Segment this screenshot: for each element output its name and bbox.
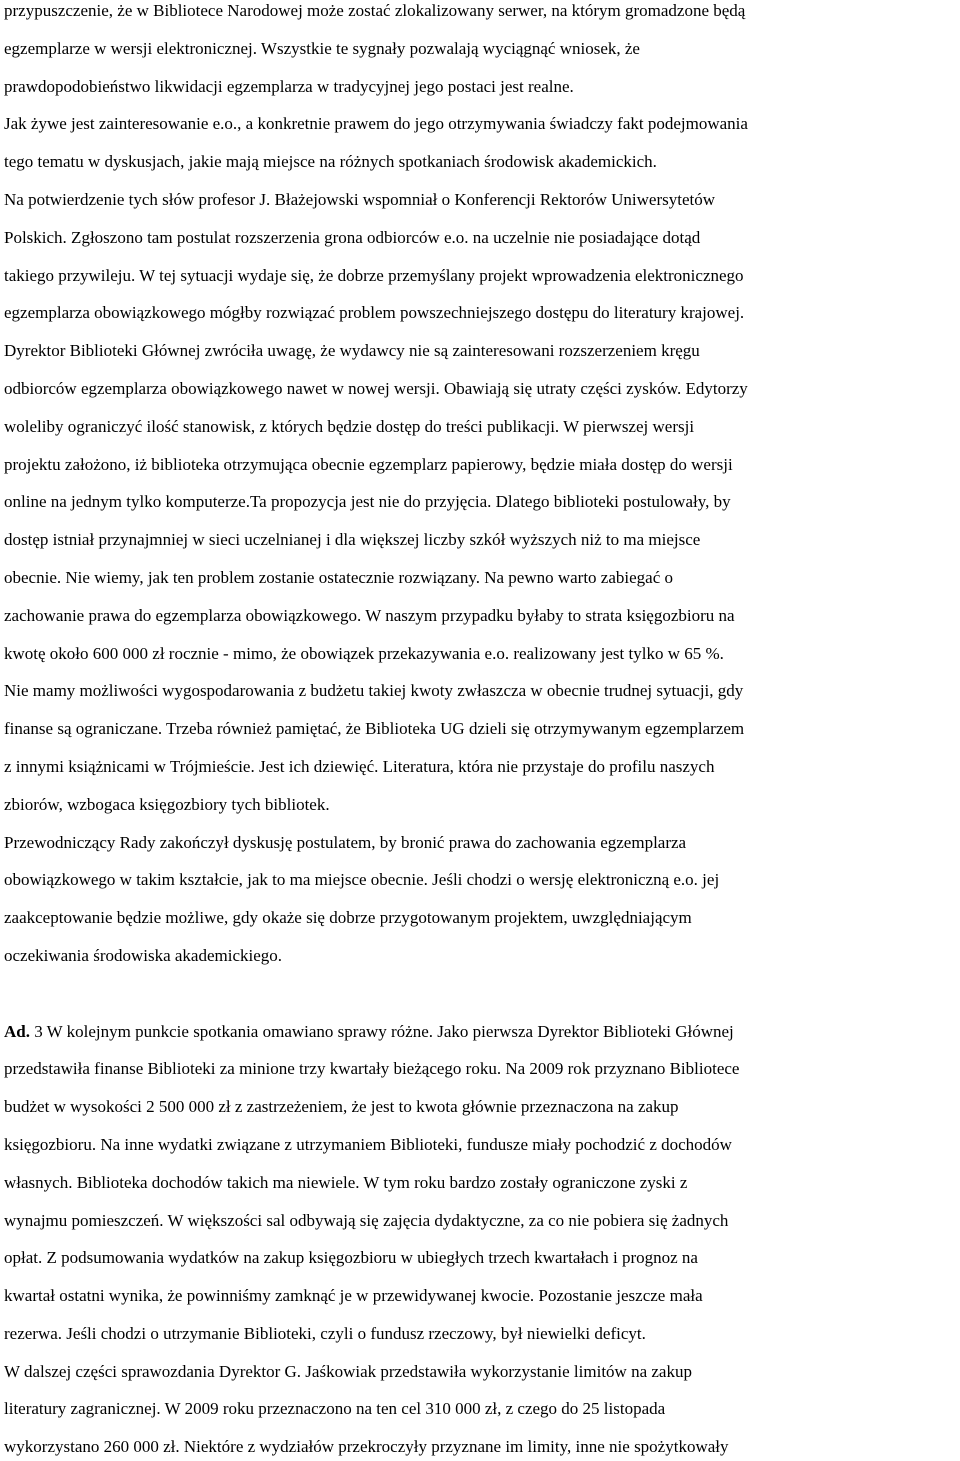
text-line: kwartał ostatni wynika, że powinniśmy zamknąć je w przewidywanej kwocie. Pozostanie jeszcze mała <box>4 1286 703 1306</box>
text-line: takiego przywileju. W tej sytuacji wydaje się, że dobrze przemyślany projekt wprowadzenia elektronicznego <box>4 265 744 285</box>
text-line: własnych. Biblioteka dochodów takich ma niewiele. W tym roku bardzo zostały ograniczone zyski z <box>4 1172 688 1192</box>
text-line: rezerwa. Jeśli chodzi o utrzymanie Biblioteki, czyli o fundusz rzeczowy, był niewielki deficyt. <box>4 1323 646 1343</box>
text-line: tego tematu w dyskusjach, jakie mają miejsce na różnych spotkaniach środowisk akademickich. <box>4 152 657 172</box>
text-line: projektu założono, iż biblioteka otrzymująca obecnie egzemplarz papierowy, będzie miała dostęp do wersji <box>4 454 733 474</box>
text-line: przedstawiła finanse Biblioteki za minione trzy kwartały bieżącego roku. Na 2009 rok przyznano Bibliotece <box>4 1059 740 1079</box>
text-line: wykorzystano 260 000 zł. Niektóre z wydziałów przekroczyły przyznane im limity, inne nie spożytkowały <box>4 1437 729 1457</box>
text-line: Dyrektor Biblioteki Głównej zwróciła uwagę, że wydawcy nie są zainteresowani rozszerzeniem kręgu <box>4 341 700 361</box>
text-line: wynajmu pomieszczeń. W większości sal odbywają się zajęcia dydaktyczne, za co nie pobiera się żadnych <box>4 1210 729 1230</box>
text-line <box>4 1022 748 1060</box>
text-line: kwotę około 600 000 zł rocznie - mimo, że obowiązek przekazywania e.o. realizowany jest tylko w 65 %. <box>4 643 724 663</box>
text-line: zbiorów, wzbogaca księgozbiory tych bibliotek. <box>4 794 330 814</box>
text-line: budżet w wysokości 2 500 000 zł z zastrzeżeniem, że jest to kwota głównie przeznaczona na zakup <box>4 1097 679 1117</box>
text-line: opłat. Z podsumowania wydatków na zakup księgozbioru w ubiegłych trzech kwartałach i prognoz na <box>4 1248 698 1268</box>
text-line: księgozbioru. Na inne wydatki związane z utrzymaniem Biblioteki, fundusze miały pochodzić z dochodów <box>4 1134 732 1154</box>
text-line: dostęp istniał przynajmniej w sieci uczelnianej i dla większej liczby szkół wyższych niż to ma miejsce <box>4 530 701 550</box>
text-line: finanse są ograniczane. Trzeba również pamiętać, że Biblioteka UG dzieli się otrzymywanym egzemplarzem <box>4 719 745 739</box>
text-line: prawdopodobieństwo likwidacji egzemplarza w tradycyjnej jego postaci jest realne. <box>4 76 574 96</box>
text-line: zachowanie prawa do egzemplarza obowiązkowego. W naszym przypadku byłaby to strata księgozbioru na <box>4 605 735 625</box>
text-line: z innymi książnicami w Trójmieście. Jest ich dziewięć. Literatura, która nie przystaje do profilu naszych <box>4 756 715 776</box>
text-line: obecnie. Nie wiemy, jak ten problem zostanie ostatecznie rozwiązany. Na pewno warto zabiegać o <box>4 567 674 587</box>
ad3-text: 3 W kolejnym punkcie spotkania omawiano sprawy różne. Jako pierwsza Dyrektor Biblioteki Głównej <box>29 1021 734 1041</box>
text-line: egzemplarze w wersji elektronicznej. Wszystkie te sygnały pozwalają wyciągnąć wniosek, że <box>4 38 640 58</box>
text-line: Na potwierdzenie tych słów profesor J. Błażejowski wspomniał o Konferencji Rektorów Uniwersytetów <box>4 189 715 209</box>
text-line: przypuszczenie, że w Bibliotece Narodowej może zostać zlokalizowany serwer, na którym gromadzone będą <box>4 1 746 20</box>
text-line: woleliby ograniczyć ilość stanowisk, z których będzie dostęp do treści publikacji. W pierwszej wersji <box>4 416 695 436</box>
text-line: Polskich. Zgłoszono tam postulat rozszerzenia grona odbiorców e.o. na uczelnie nie posiadające dotąd <box>4 227 701 247</box>
text-line: Nie mamy możliwości wygospodarowania z budżetu takiej kwoty zwłaszcza w obecnie trudnej sytuacji, gdy <box>4 681 744 701</box>
text-line: oczekiwania środowiska akademickiego. <box>4 945 283 965</box>
document-body <box>4 1 748 1461</box>
blank-line <box>4 984 748 1022</box>
text-line: odbiorców egzemplarza obowiązkowego nawet w nowej wersji. Obawiają się utraty części zysków. Edytorzy <box>4 378 748 398</box>
text-line: literatury zagranicznej. W 2009 roku przeznaczono na ten cel 310 000 zł, z czego do 25 listopada <box>4 1399 666 1419</box>
text-line: zaakceptowanie będzie możliwe, gdy okaże się dobrze przygotowanym projektem, uwzględniającym <box>4 908 692 928</box>
ad3-label: Ad. <box>4 1021 30 1041</box>
text-line: online na jednym tylko komputerze.Ta propozycja jest nie do przyjęcia. Dlatego biblioteki postulowały, by <box>4 492 731 512</box>
text-line: Przewodniczący Rady zakończył dyskusję postulatem, by bronić prawa do zachowania egzemplarza <box>4 832 687 852</box>
text-line: obowiązkowego w takim kształcie, jak to ma miejsce obecnie. Jeśli chodzi o wersję elektroniczną e.o. jej <box>4 870 720 890</box>
text-line: W dalszej części sprawozdania Dyrektor G. Jaśkowiak przedstawiła wykorzystanie limitów na zakup <box>4 1361 692 1381</box>
text-line: egzemplarza obowiązkowego mógłby rozwiązać problem powszechniejszego dostępu do literatury krajowej. <box>4 303 745 323</box>
text-line: Jak żywe jest zainteresowanie e.o., a konkretnie prawem do jego otrzymywania świadczy fakt podejmowania <box>4 114 748 134</box>
